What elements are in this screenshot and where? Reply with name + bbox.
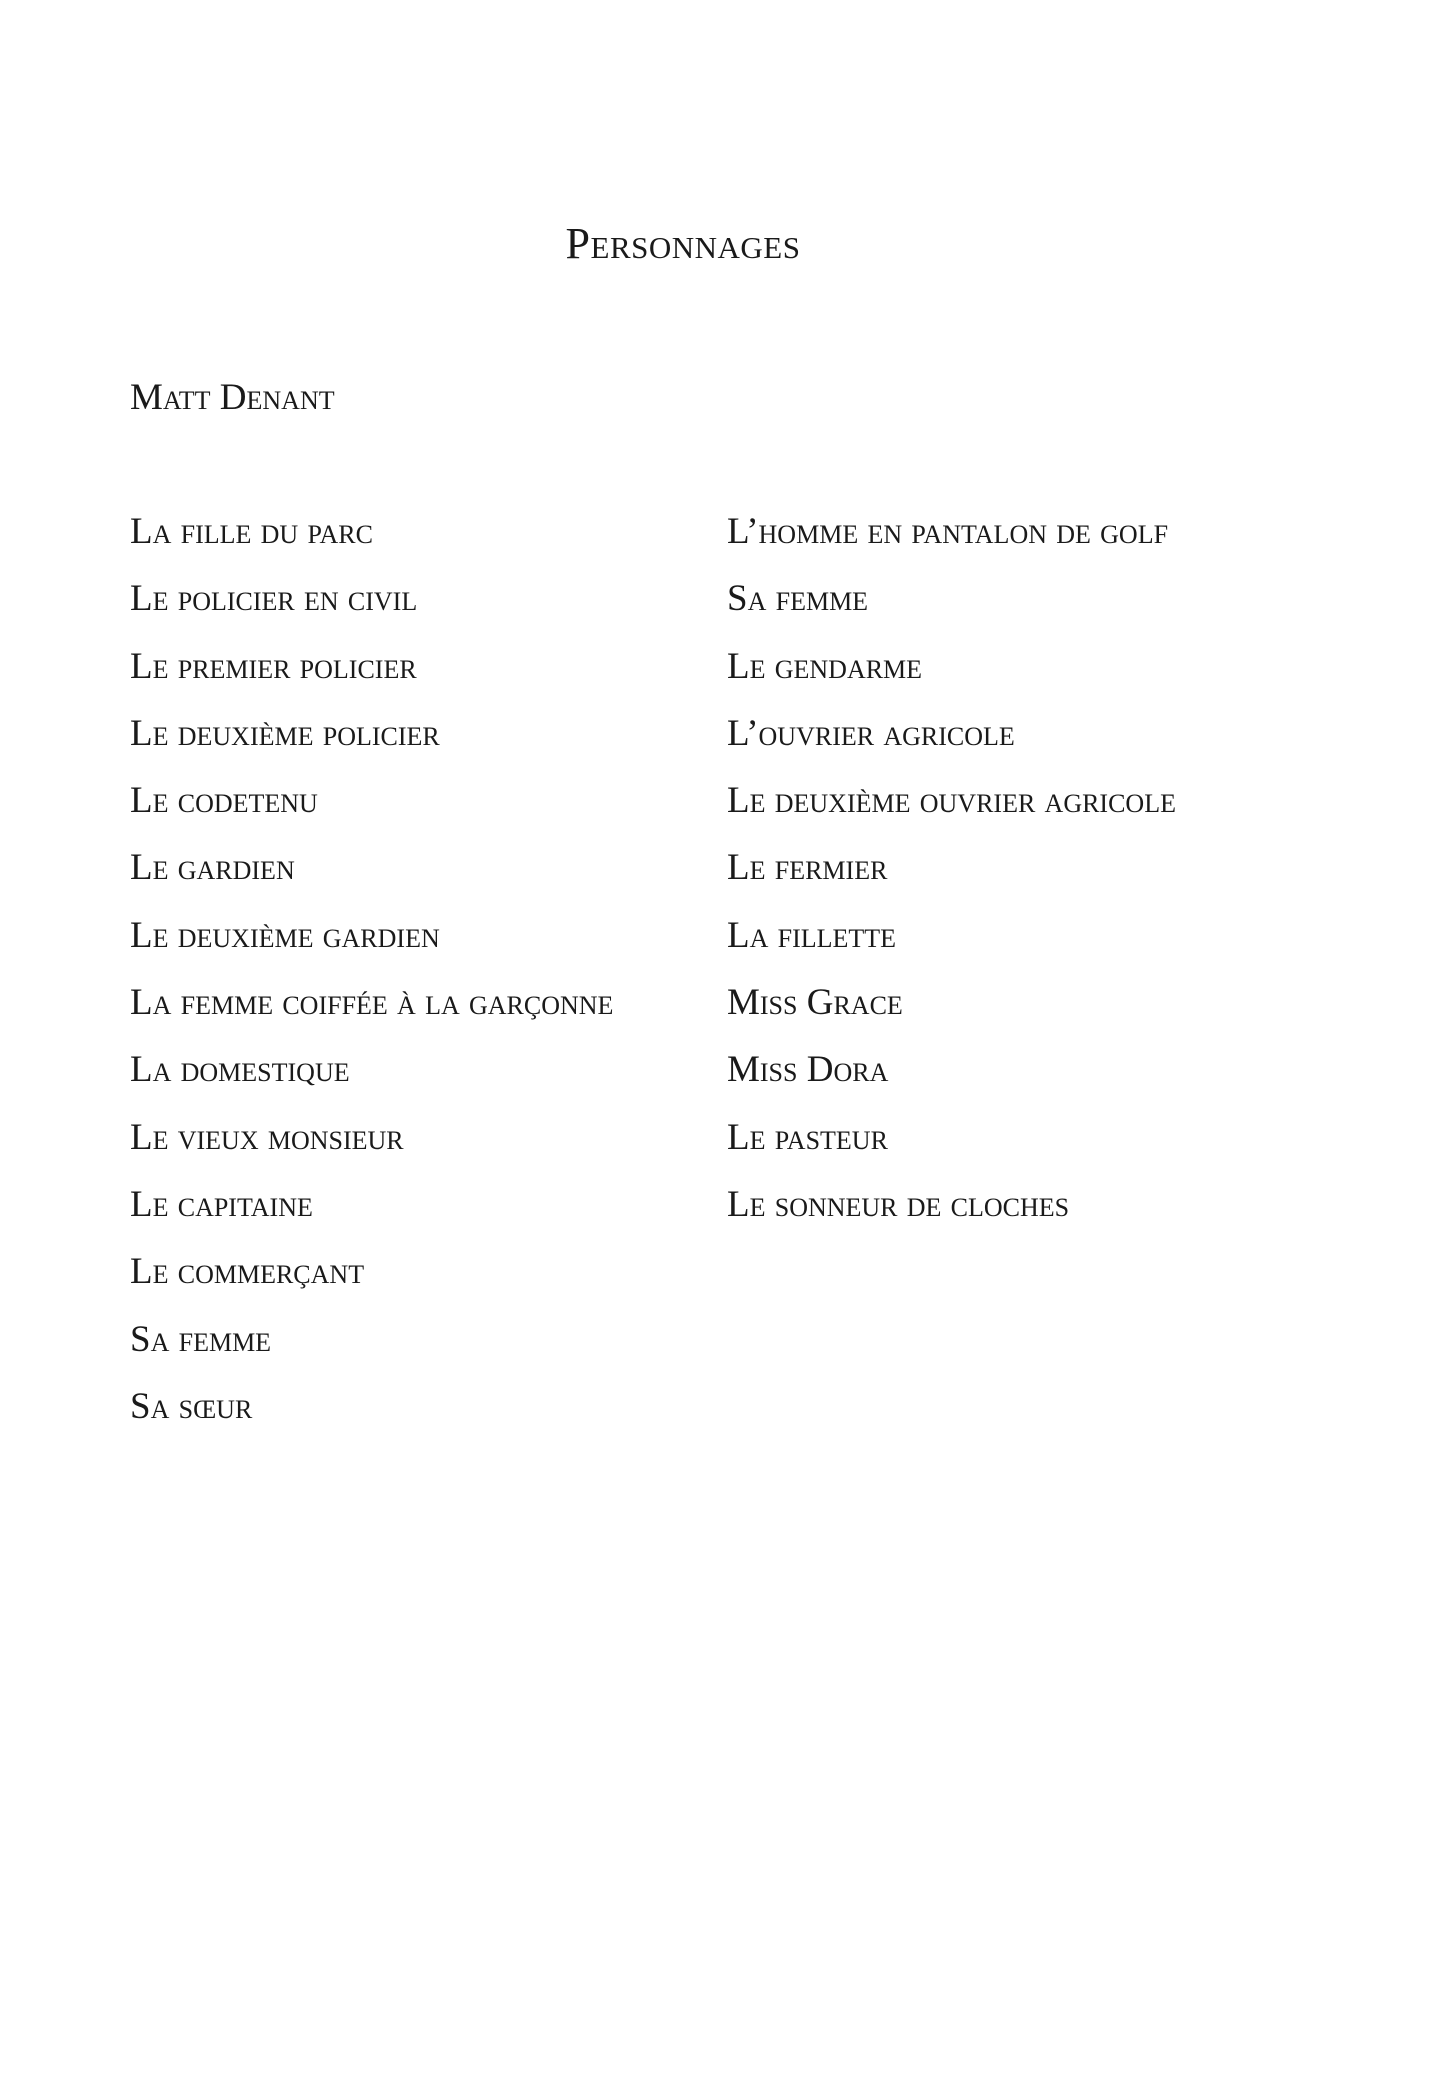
cast-item: Miss Dora [727, 1049, 889, 1091]
cast-list-right [727, 508, 1176, 1248]
page-title: Personnages [565, 219, 801, 268]
cast-item: L’ouvrier agricole [727, 712, 1015, 754]
cast-list-left [130, 508, 613, 1450]
cast-item: Sa femme [727, 578, 869, 620]
cast-item: Le vieux monsieur [130, 1116, 404, 1158]
cast-item: Le deuxième gardien [130, 914, 440, 956]
cast-item: L’homme en pantalon de golf [727, 511, 1169, 552]
lead-character: Matt Denant [130, 377, 335, 418]
cast-item: Le sonneur de cloches [727, 1183, 1070, 1225]
cast-item: Le fermier [727, 847, 888, 889]
cast-item: Le deuxième ouvrier agricole [727, 780, 1176, 822]
cast-item: Le gendarme [727, 645, 923, 687]
cast-item: La domestique [130, 1049, 350, 1091]
cast-item: Le commerçant [130, 1251, 365, 1293]
cast-item: Le premier policier [130, 645, 417, 687]
cast-item: Miss Grace [727, 982, 903, 1024]
cast-item: Le codetenu [130, 780, 318, 822]
cast-item: Sa femme [130, 1318, 272, 1360]
cast-item: La femme coiffée à la garçonne [130, 982, 614, 1024]
cast-item: Le gardien [130, 847, 295, 889]
cast-item: Le capitaine [130, 1183, 313, 1225]
cast-item: Le pasteur [727, 1116, 888, 1158]
cast-item: La fillette [727, 914, 897, 956]
cast-item: Sa sœur [130, 1385, 253, 1427]
cast-item: La fille du parc [130, 511, 373, 552]
cast-item: Le deuxième policier [130, 712, 440, 754]
cast-item: Le policier en civil [130, 578, 418, 620]
